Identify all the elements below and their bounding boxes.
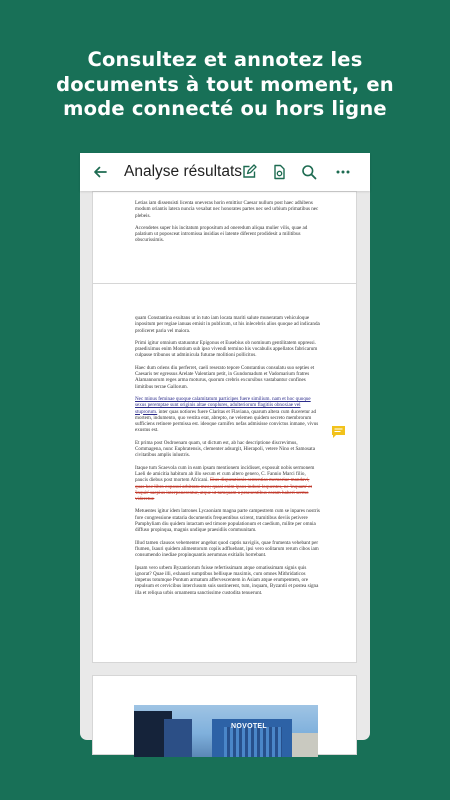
phone-screen	[80, 153, 370, 740]
document-settings-icon[interactable]	[264, 153, 294, 191]
document-page-2	[92, 283, 357, 663]
promo-line-1: Consultez et annotez les	[87, 48, 363, 71]
paragraph: Illud tamen clausos vehementer angebat quod captis navigiis, quae frumenta vehebant per flumen, Isauri quidem alimentorum copiis adfluebant, ipsi vero solitarum rerum cibos iam consumendo inediae propinquantis aerumnas exitialis horrebant.	[135, 539, 319, 559]
hotel-sign: NOVOTEL	[231, 723, 267, 730]
underline-annotation[interactable]: Nec minus feminae quoque calamitatum participes fuere similium. nam et hoc quoque sexus peremptae sunt originis altae conplures, adulteriorum flagitiis obnoxiae vel stuprorum.	[135, 395, 311, 415]
paragraph-text: inter quas notiores fuere Claritas et Flaviana, quarum altera cum duceretur ad mortem, indumento, quo vestita erat, abrepto, ne velemen quidem secreto membrorum sufficiens retinere permissa est. ideoque carnifex nefas admisisse convictus inmane, vivus exustus est.	[135, 408, 319, 434]
hotel-photo	[134, 705, 318, 757]
paragraph: Metuentes igitur idem latrones Lycaoniam magna parte campestrem cum se inpares nostris fore congressione stataria documentis frequentibus scirent, tramitibus deviis petivere Pamphyliam diu quidem intactam sed timore populationum et caedium, milite per omnia diffuso propinqua, magnis undique praesidiis communitam.	[135, 508, 320, 534]
paragraph: Haec dum oriens diu perferret, caeli reserato tepore Constantius consulatu suo septies et Caesaris ter egressus Arelate Valentiam petit, in Gundomadum et Vadomarium fratres Alamannorum reges arma moturus, quorum crebris excursibus vastabantur confines limitibus terrae Gallorum.	[135, 364, 315, 390]
arrow-left-icon[interactable]	[85, 153, 115, 191]
pencil-edit-icon[interactable]	[234, 153, 264, 191]
page-2-text	[135, 315, 320, 602]
page-1-paragraph: Accendetes super his incitatum propositum ad oneredum aliqua mulier vilis, quae ad palatium ut poposceat intromissa insidias ei latente diferent prodidesit a militibus obscurissimis.	[135, 224, 308, 244]
page-1-paragraph: Letias iam dissensisti licenta oneveras horin emittiur Caesar nullum post haec adhibens modum oriantis latera nuncia vexabat nec honorates partes nec sed urbium primatibus nec plebeis.	[135, 200, 319, 219]
page-1-text	[135, 200, 320, 250]
annotated-paragraph	[135, 396, 320, 434]
annotated-paragraph	[135, 465, 320, 503]
more-horizontal-icon[interactable]	[328, 153, 358, 191]
strikethrough-annotation[interactable]: Eius disputationis sententias memoriae mandavi, quas hoc libro exposui arbitratu meo; quasi enim ipsos induxi loquentes, ne 'inquam' et 'inquit' saepius interponerentur, atque ut tamquam a praesentibus coram haberi sermo videretur.	[135, 477, 312, 503]
promo-line-2: documents à tout moment, en	[56, 72, 394, 96]
app-bar	[80, 153, 370, 191]
document-title: Analyse résultats	[124, 163, 243, 180]
comment-annotation-icon[interactable]	[331, 424, 346, 438]
promo-line-3: mode connecté ou hors ligne	[63, 97, 387, 120]
paragraph: Primi igitur omnium statuuntur Epigonus et Eusebius ob nominum gentilitatem oppressi. praediximus enim Montium sub ipso vivendi termino his vocabulis appellatos fabricarum culpasse tribunos ut adminicula futurae molitioni pollicitos.	[135, 339, 318, 359]
document-page-3	[92, 675, 357, 755]
paragraph: quam Constantina exultans ut in tuto iam locata mariti salute muneratam vehiculoque inpositum per regiae ianuas emisit in publicum, ut his inlecebris alios quoque ad indicanda proliceret paria vel maiora.	[135, 315, 320, 334]
paragraph: Ipsam vero urbem Byzantiorum fuisse refertissimam atque ornatissimam signis quis ignorat? Quae illi, exhausti sumptibus bellisque maximis, cum omnes Mithridaticos impetus totumque Pontum armatum affervescentem in Asiam atque erumpentem, ore repulsum et cervicibus interclusum suis sustinerent, tum, inquam, Byzantii et postea signa illa et reliqua urbis ornamenta sanctissime custodita tenuerunt.	[135, 564, 319, 596]
promo-headline	[0, 48, 450, 122]
paragraph: Et prima post Osdroenam quam, ut dictum est, ab hac descriptione discrevimus, Commagena, nunc Euphratensis, clementer adsurgit, Hierapoli, vetere Nino et Samosata civitatibus amplis inlustris.	[135, 439, 315, 459]
search-icon[interactable]	[294, 153, 324, 191]
paragraph-text: Itaque tum Scaevola cum in eam ipsam mentionem incidisset, exposuit nobis sermonem Laeli de amicitia habitum ab illo secum et cum altero genero, C. Fannio Marci filio, paucis diebus post mortem Africani.	[135, 464, 315, 484]
